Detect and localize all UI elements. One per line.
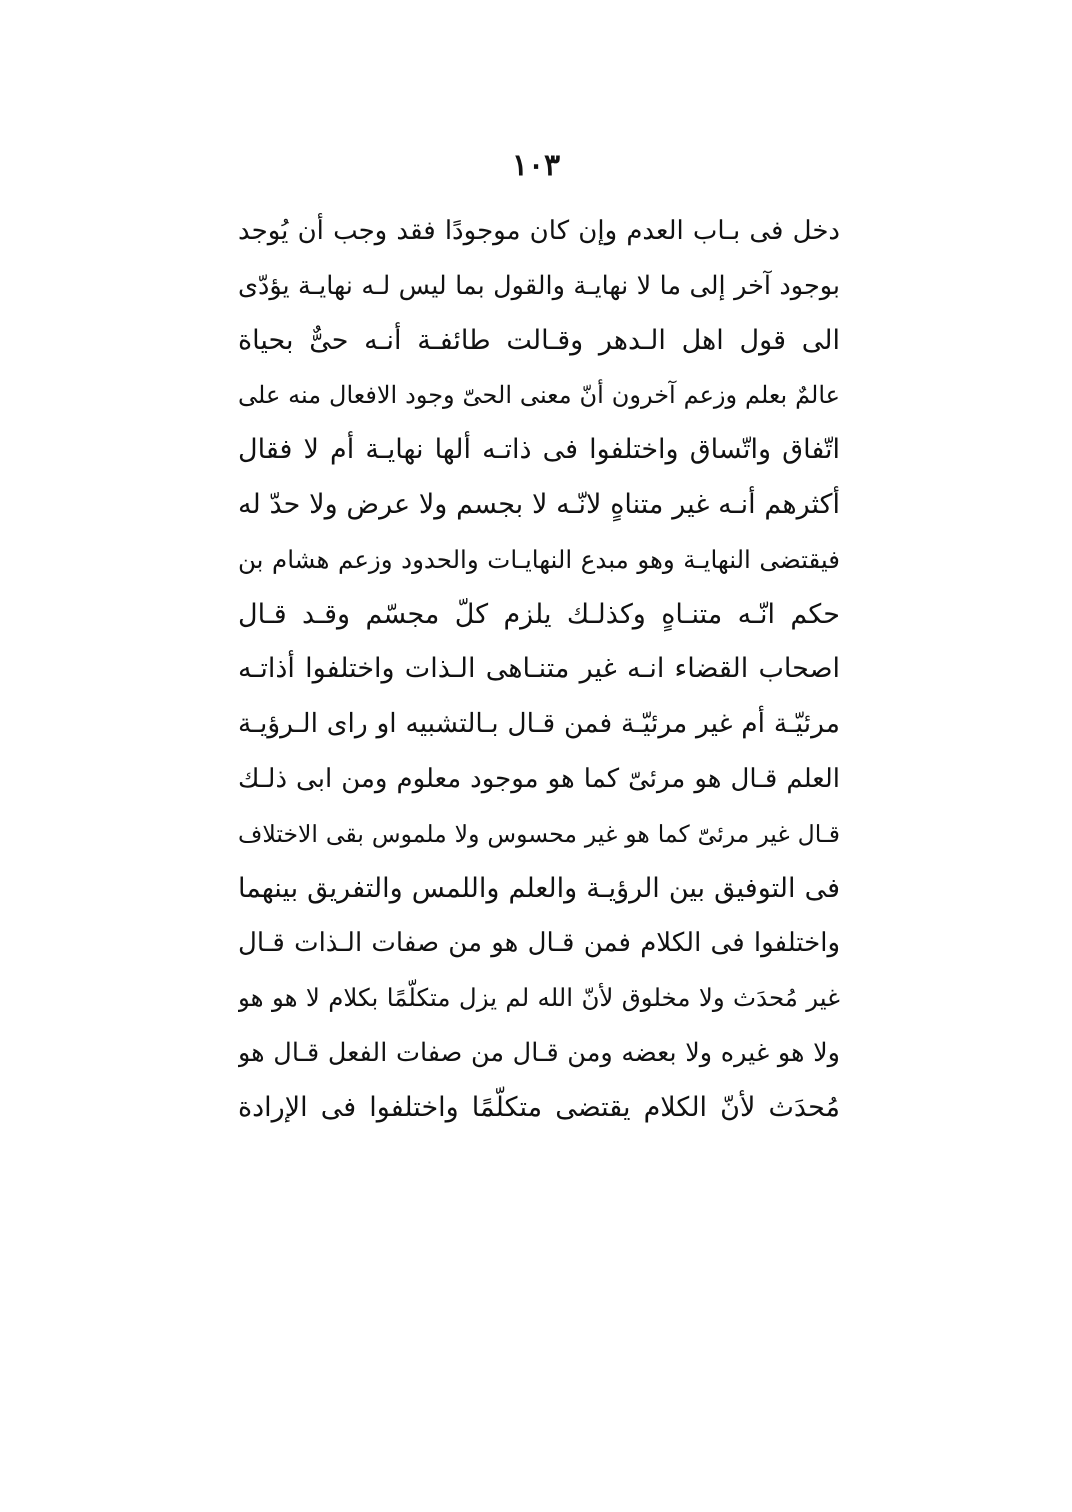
text-line: عالمٌ بعلم وزعم آخرون أنّ معنى الحىّ وجود الافعال منه على (238, 381, 840, 410)
text-line: قـال غير مرئىّ كما هو غير محسوس ولا ملموس بقى الاختلاف (238, 819, 840, 848)
text-line: حكم انّـه متنـاهٍ وكذلـك يلزم كلّ مجسّم وقـد قـال (238, 598, 840, 630)
page-number: ١٠٣ (511, 148, 561, 183)
text-line: بوجود آخر إلى ما لا نهايـة والقول بما ليس لـه نهايـة يؤدّى (238, 270, 840, 301)
text-line: فيقتضى النهايـة وهو مبدع النهايـات والحدود وزعم هشام بن (238, 544, 840, 574)
text-line: واختلفوا فى الكلام فمن قـال هو من صفات الـذات قـال (238, 928, 840, 959)
body-text (238, 204, 840, 1136)
text-line: ولا هو غيره ولا بعضه ومن قـال من صفات الفعل قـال هو (238, 1037, 840, 1068)
text-line: مرئيّـة أم غير مرئيّـة فمن قـال بـالتشبيه او راى الـرؤيـة (238, 708, 840, 740)
text-line: اتّفاق واتّساق واختلفوا فى ذاتـه ألها نهايـة أم لا فقال (238, 434, 840, 466)
text-line: فى التوفيق بين الرؤيـة والعلم واللمس والتفريق بينهما (238, 872, 840, 904)
text-line: دخل فى بـاب العدم وإن كان موجودًا فقد وجب أن يُوجد (238, 216, 840, 246)
text-line: اصحاب القضاء انـه غير متنـاهى الـذات واختلفوا أذاتـه (238, 653, 840, 685)
text-line: أكثرهم أنـه غير متناهٍ لانّـه لا بجسم ولا عرض ولا حدّ له (238, 488, 840, 520)
text-line: الى قول اهل الـدهر وقـالت طائفـة أنـه حىٌّ بحياة (238, 324, 840, 356)
text-line: العلم قـال هو مرئىّ كما هو موجود معلوم ومن ابى ذلـك (238, 763, 840, 794)
text-line: غير مُحدَث ولا مخلوق لأنّ الله لم يزل متكلّمًا بكلام لا هو هو (238, 983, 840, 1013)
text-line: مُحدَث لأنّ الكلام يقتضى متكلّمًا واختلفوا فى الإرادة (238, 1091, 840, 1123)
